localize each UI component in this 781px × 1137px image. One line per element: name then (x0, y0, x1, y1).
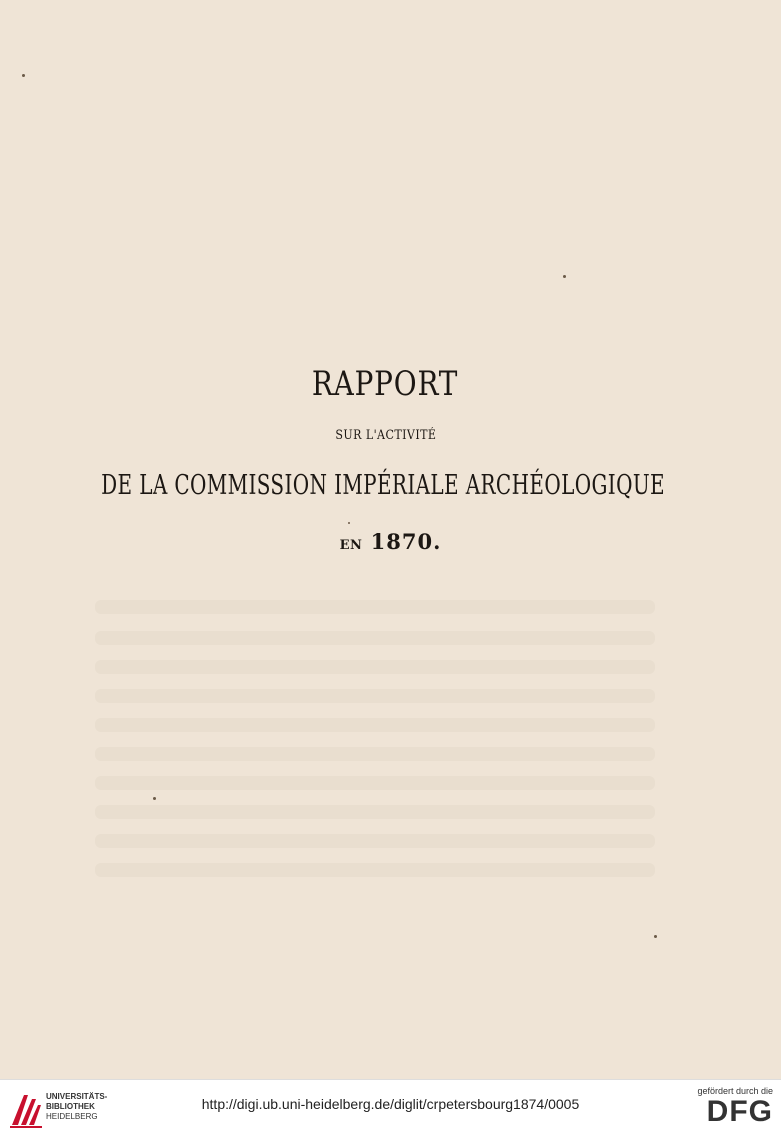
document-year-line (0, 529, 781, 554)
bleed-through-line (95, 805, 655, 819)
bleed-through-line (95, 660, 655, 674)
bleed-through-line (95, 863, 655, 877)
document-title: RAPPORT (311, 364, 459, 404)
bleed-through-line (95, 718, 655, 732)
library-line-2: BIBLIOTHEK (46, 1102, 95, 1111)
bleed-through-line (95, 747, 655, 761)
document-subtitle: SUR L'ACTIVITÉ (335, 428, 437, 443)
bleed-through-line (95, 776, 655, 790)
paper-speck (563, 275, 566, 278)
paper-speck (348, 522, 350, 524)
paper-speck (153, 797, 156, 800)
document-main-heading: DE LA COMMISSION IMPÉRIALE ARCHÉOLOGIQUE (101, 470, 665, 501)
library-line-1: UNIVERSITÄTS- (46, 1092, 108, 1101)
dfg-logo-icon: DFG (706, 1095, 773, 1128)
bleed-through-line (95, 689, 655, 703)
paper-speck (22, 74, 25, 77)
dfg-funding-logo[interactable] (693, 1086, 773, 1128)
library-line-3: HEIDELBERG (46, 1112, 98, 1121)
funding-caption: gefördert durch die (697, 1086, 773, 1096)
bleed-through-line (95, 600, 655, 614)
year-value: 1870. (370, 529, 442, 554)
bleed-through-line (95, 834, 655, 848)
year-prefix: EN (339, 538, 363, 553)
viewer-footer (0, 1079, 781, 1137)
bleed-through-line (95, 631, 655, 645)
permalink-url[interactable]: http://digi.ub.uni-heidelberg.de/diglit/crpetersbourg1874/0005 (201, 1096, 580, 1112)
paper-speck (654, 935, 657, 938)
